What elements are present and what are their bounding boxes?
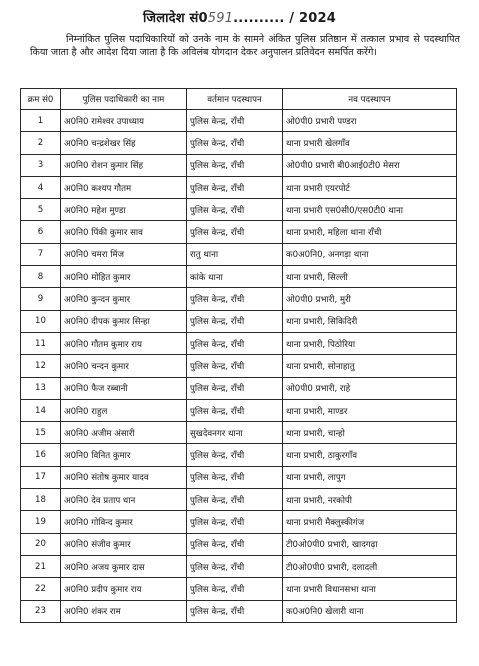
cell-new-posting: थाना प्रभारी, ठाकुरगाँव xyxy=(283,444,457,466)
table-row xyxy=(21,511,457,533)
cell-current-posting: कांके थाना xyxy=(187,266,283,288)
cell-new-posting: टी0ओ0पी0 प्रभारी, दलादली xyxy=(283,555,457,577)
cell-current-posting: पुलिस केन्द्र, राँची xyxy=(187,600,283,622)
cell-serial: 5 xyxy=(21,199,61,221)
table-row xyxy=(21,466,457,488)
cell-new-posting: ओ0पी0 प्रभारी बी0आई0टी0 मेसरा xyxy=(283,154,457,176)
cell-current-posting: पुलिस केन्द्र, राँची xyxy=(187,332,283,354)
cell-officer-name: अ0नि0 अजीम अंसारी xyxy=(61,422,187,444)
cell-officer-name: अ0नि0 गोविन्द कुमार xyxy=(61,511,187,533)
cell-serial: 9 xyxy=(21,288,61,310)
cell-new-posting: थाना प्रभारी, सिकिदिरी xyxy=(283,310,457,332)
header-serial: क्रम सं0 xyxy=(21,89,61,110)
cell-officer-name: अ0नि0 अजय कुमार दास xyxy=(61,555,187,577)
cell-current-posting: सुखदेवनगर थाना xyxy=(187,422,283,444)
cell-new-posting: थाना प्रभारी विधानसभा थाना xyxy=(283,578,457,600)
table-row xyxy=(21,555,457,577)
cell-serial: 11 xyxy=(21,332,61,354)
cell-officer-name: अ0नि0 रामेश्वर उपाध्याय xyxy=(61,110,187,132)
cell-new-posting: थाना प्रभारी, नरकोपी xyxy=(283,489,457,511)
table-row xyxy=(21,444,457,466)
table-row xyxy=(21,377,457,399)
table-row xyxy=(21,332,457,354)
cell-new-posting: क0अ0नि0, अनगड़ा थाना xyxy=(283,243,457,265)
cell-current-posting: पुलिस केन्द्र, राँची xyxy=(187,310,283,332)
cell-current-posting: पुलिस केन्द्र, राँची xyxy=(187,533,283,555)
cell-new-posting: थाना प्रभारी मैक्लुस्कीगंज xyxy=(283,511,457,533)
cell-current-posting: पुलिस केन्द्र, राँची xyxy=(187,132,283,154)
cell-officer-name: अ0नि0 महेश मुण्डा xyxy=(61,199,187,221)
cell-officer-name: अ0नि0 संतोष कुमार यादव xyxy=(61,466,187,488)
cell-new-posting: थाना प्रभारी, सोनाहातु xyxy=(283,355,457,377)
cell-new-posting: थाना प्रभारी एस0सी0/एस0टी0 थाना xyxy=(283,199,457,221)
cell-officer-name: अ0नि0 गौतम कुमार राय xyxy=(61,332,187,354)
table-row xyxy=(21,399,457,421)
header-new-posting: नव पदस्थापन xyxy=(283,89,457,110)
intro-paragraph: निम्नांकित पुलिस पदाधिकारियों को उनके नाम के सामने अंकित पुलिस प्रतिष्ठान में तत्काल प्रभाव से पदस्थापित किया जाता है और आदेश दिया जाता है कि अविलंब योगदान देकर अनुपालन प्रतिवेदन समर्पित करेंगे। xyxy=(30,34,460,58)
table-row xyxy=(21,600,457,622)
cell-officer-name: अ0नि0 फैज रब्बानी xyxy=(61,377,187,399)
header-current-posting: वर्तमान पदस्थापन xyxy=(187,89,283,110)
cell-current-posting: पुलिस केन्द्र, राँची xyxy=(187,176,283,198)
cell-officer-name: अ0नि0 मोहित कुमार xyxy=(61,266,187,288)
cell-officer-name: अ0नि0 चन्दन कुमार xyxy=(61,355,187,377)
table-row xyxy=(21,489,457,511)
cell-current-posting: पुलिस केन्द्र, राँची xyxy=(187,199,283,221)
cell-serial: 1 xyxy=(21,110,61,132)
cell-serial: 6 xyxy=(21,221,61,243)
table-row xyxy=(21,578,457,600)
cell-serial: 8 xyxy=(21,266,61,288)
cell-new-posting: थाना प्रभारी, माण्डर xyxy=(283,399,457,421)
order-heading xyxy=(0,8,479,26)
cell-current-posting: पुलिस केन्द्र, राँची xyxy=(187,110,283,132)
cell-serial: 3 xyxy=(21,154,61,176)
cell-current-posting: पुलिस केन्द्र, राँची xyxy=(187,489,283,511)
cell-serial: 16 xyxy=(21,444,61,466)
table-row xyxy=(21,422,457,444)
cell-current-posting: पुलिस केन्द्र, राँची xyxy=(187,355,283,377)
cell-officer-name: अ0नि0 संजीव कुमार xyxy=(61,533,187,555)
table-header-row xyxy=(21,89,457,110)
cell-officer-name: अ0नि0 चन्द्रशेखर सिंह xyxy=(61,132,187,154)
cell-current-posting: पुलिस केन्द्र, राँची xyxy=(187,221,283,243)
cell-new-posting: थाना प्रभारी एयरपोर्ट xyxy=(283,176,457,198)
cell-new-posting: ओ0पी0 प्रभारी, मुरी xyxy=(283,288,457,310)
cell-officer-name: अ0नि0 रोशन कुमार सिंह xyxy=(61,154,187,176)
cell-serial: 17 xyxy=(21,466,61,488)
cell-current-posting: पुलिस केन्द्र, राँची xyxy=(187,288,283,310)
cell-officer-name: अ0नि0 शंकर राम xyxy=(61,600,187,622)
cell-current-posting: पुलिस केन्द्र, राँची xyxy=(187,377,283,399)
posting-table xyxy=(20,88,457,623)
cell-new-posting: थाना प्रभारी, महिला थाना राँची xyxy=(283,221,457,243)
cell-serial: 12 xyxy=(21,355,61,377)
table-row xyxy=(21,288,457,310)
cell-current-posting: पुलिस केन्द्र, राँची xyxy=(187,466,283,488)
header-officer-name: पुलिस पदाधिकारी का नाम xyxy=(61,89,187,110)
cell-officer-name: अ0नि0 देव प्रताप धान xyxy=(61,489,187,511)
cell-new-posting: थाना प्रभारी, लापुग xyxy=(283,466,457,488)
order-number-handwritten: 591 xyxy=(207,11,234,26)
cell-officer-name: अ0नि0 दीपक कुमार सिन्हा xyxy=(61,310,187,332)
cell-current-posting: पुलिस केन्द्र, राँची xyxy=(187,154,283,176)
cell-officer-name: अ0नि0 विनित कुमार xyxy=(61,444,187,466)
cell-officer-name: अ0नि0 कुन्दन कुमार xyxy=(61,288,187,310)
cell-serial: 10 xyxy=(21,310,61,332)
cell-new-posting: थाना प्रभारी, सिल्ली xyxy=(283,266,457,288)
cell-new-posting: थाना प्रभारी, चान्हो xyxy=(283,422,457,444)
cell-serial: 23 xyxy=(21,600,61,622)
cell-officer-name: अ0नि0 चमरा मिंज xyxy=(61,243,187,265)
cell-officer-name: अ0नि0 पिंकी कुमार साव xyxy=(61,221,187,243)
cell-serial: 14 xyxy=(21,399,61,421)
table-row xyxy=(21,154,457,176)
cell-officer-name: अ0नि0 कश्यप गौतम xyxy=(61,176,187,198)
cell-serial: 2 xyxy=(21,132,61,154)
table-row xyxy=(21,199,457,221)
order-year: .......... / 2024 xyxy=(233,11,336,26)
cell-current-posting: पुलिस केन्द्र, राँची xyxy=(187,555,283,577)
cell-serial: 15 xyxy=(21,422,61,444)
table-row xyxy=(21,355,457,377)
cell-serial: 18 xyxy=(21,489,61,511)
cell-new-posting: ओ0पी0 प्रभारी पण्डरा xyxy=(283,110,457,132)
table-row xyxy=(21,132,457,154)
cell-officer-name: अ0नि0 राहुल xyxy=(61,399,187,421)
table-row xyxy=(21,266,457,288)
cell-serial: 19 xyxy=(21,511,61,533)
table-row xyxy=(21,533,457,555)
table-row xyxy=(21,243,457,265)
cell-new-posting: टी0ओ0पी0 प्रभारी, खादगढ़ा xyxy=(283,533,457,555)
cell-current-posting: पुलिस केन्द्र, राँची xyxy=(187,444,283,466)
cell-current-posting: पुलिस केन्द्र, राँची xyxy=(187,511,283,533)
cell-serial: 4 xyxy=(21,176,61,198)
cell-new-posting: थाना प्रभारी, पिठोरिया xyxy=(283,332,457,354)
cell-serial: 13 xyxy=(21,377,61,399)
cell-new-posting: ओ0पी0 प्रभारी, राहे xyxy=(283,377,457,399)
cell-current-posting: पुलिस केन्द्र, राँची xyxy=(187,399,283,421)
cell-officer-name: अ0नि0 प्रदीप कुमार राय xyxy=(61,578,187,600)
cell-new-posting: थाना प्रभारी खेलगाँव xyxy=(283,132,457,154)
cell-serial: 7 xyxy=(21,243,61,265)
cell-new-posting: क0अ0नि0 खेलारी थाना xyxy=(283,600,457,622)
table-row xyxy=(21,176,457,198)
table-row xyxy=(21,310,457,332)
cell-current-posting: पुलिस केन्द्र, राँची xyxy=(187,578,283,600)
cell-serial: 21 xyxy=(21,555,61,577)
order-prefix: जिलादेश सं0 xyxy=(143,11,208,26)
table-row xyxy=(21,110,457,132)
cell-serial: 20 xyxy=(21,533,61,555)
cell-serial: 22 xyxy=(21,578,61,600)
cell-current-posting: रातु थाना xyxy=(187,243,283,265)
table-row xyxy=(21,221,457,243)
